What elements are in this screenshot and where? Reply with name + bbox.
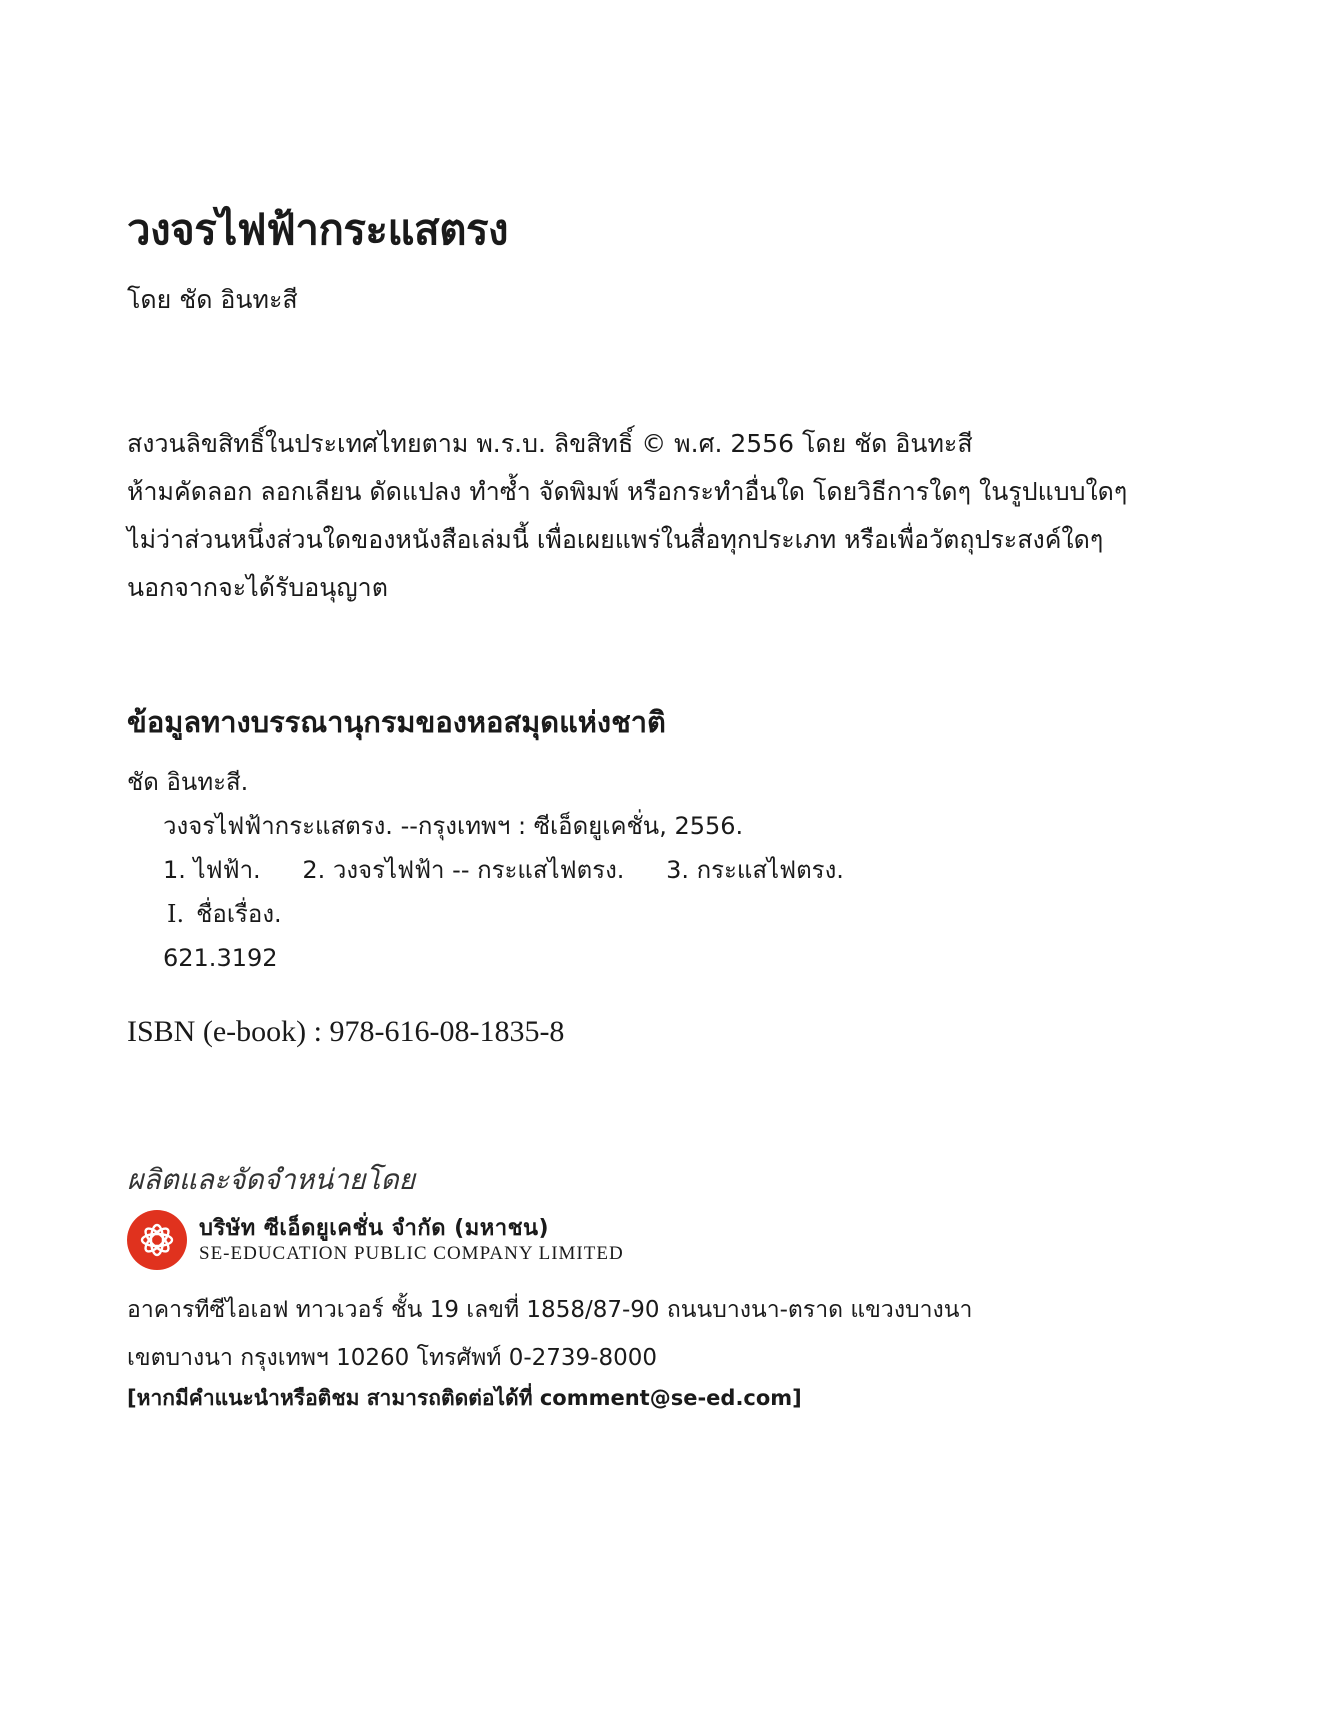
- produced-by-label: ผลิตและจัดจำหน่ายโดย: [127, 1163, 416, 1196]
- copyright-line: ห้ามคัดลอก ลอกเลียน ดัดแปลง ทำซ้ำ จัดพิมพ์ หรือกระทำอื่นใด โดยวิธีการใดๆ ในรูปแบบใดๆ: [127, 477, 1128, 506]
- se-ed-logo-icon: [127, 1210, 187, 1270]
- cip-subject: 2. วงจรไฟฟ้า -- กระแสไฟตรง.: [302, 856, 625, 884]
- isbn: ISBN (e-book) : 978-616-08-1835-8: [127, 1015, 565, 1048]
- cip-title-entry: [127, 892, 878, 936]
- cip-subjects: [127, 848, 878, 892]
- cip-subject: 3. กระแสไฟตรง.: [666, 856, 844, 884]
- publisher-address: [127, 1286, 972, 1382]
- cip-title-entry-text: ชื่อเรื่อง.: [196, 900, 282, 928]
- cip-title-entry-number: I.: [167, 900, 185, 928]
- cip-author: ชัด อินทะสี.: [127, 768, 249, 796]
- cip-publication: วงจรไฟฟ้ากระแสตรง. --กรุงเทพฯ : ซีเอ็ดยูเคชั่น, 2556.: [163, 812, 744, 840]
- cip-classification: 621.3192: [163, 944, 278, 972]
- book-author: โดย ชัด อินทะสี: [127, 285, 298, 314]
- address-line: อาคารทีซีไอเอฟ ทาวเวอร์ ชั้น 19 เลขที่ 1858/87-90 ถนนบางนา-ตราด แขวงบางนา: [127, 1297, 973, 1323]
- feedback-contact: [หากมีคำแนะนำหรือติชม สามารถติดต่อได้ที่ comment@se-ed.com]: [127, 1386, 802, 1410]
- address-line: เขตบางนา กรุงเทพฯ 10260 โทรศัพท์ 0-2739-8000: [127, 1345, 658, 1371]
- copyright-line: ไม่ว่าส่วนหนึ่งส่วนใดของหนังสือเล่มนี้ เพื่อเผยแพร่ในสื่อทุกประเภท หรือเพื่อวัตถุประสงค์ใดๆ: [127, 525, 1104, 554]
- copyright-line: นอกจากจะได้รับอนุญาต: [127, 573, 388, 602]
- publisher-name-english: SE-EDUCATION PUBLIC COMPANY LIMITED: [199, 1243, 624, 1264]
- publisher-name-thai: บริษัท ซีเอ็ดยูเคชั่น จำกัด (มหาชน): [199, 1216, 550, 1241]
- cip-heading: ข้อมูลทางบรรณานุกรมของหอสมุดแห่งชาติ: [127, 705, 666, 739]
- copyright-notice: [127, 420, 1127, 612]
- cip-subject: 1. ไฟฟ้า.: [163, 856, 261, 884]
- book-title: วงจรไฟฟ้ากระแสตรง: [127, 205, 509, 254]
- publisher-brand: [127, 1210, 624, 1270]
- copyright-line: สงวนลิขสิทธิ์ในประเทศไทยตาม พ.ร.บ. ลิขสิทธิ์ © พ.ศ. 2556 โดย ชัด อินทะสี: [127, 429, 973, 458]
- cip-record: [127, 760, 878, 980]
